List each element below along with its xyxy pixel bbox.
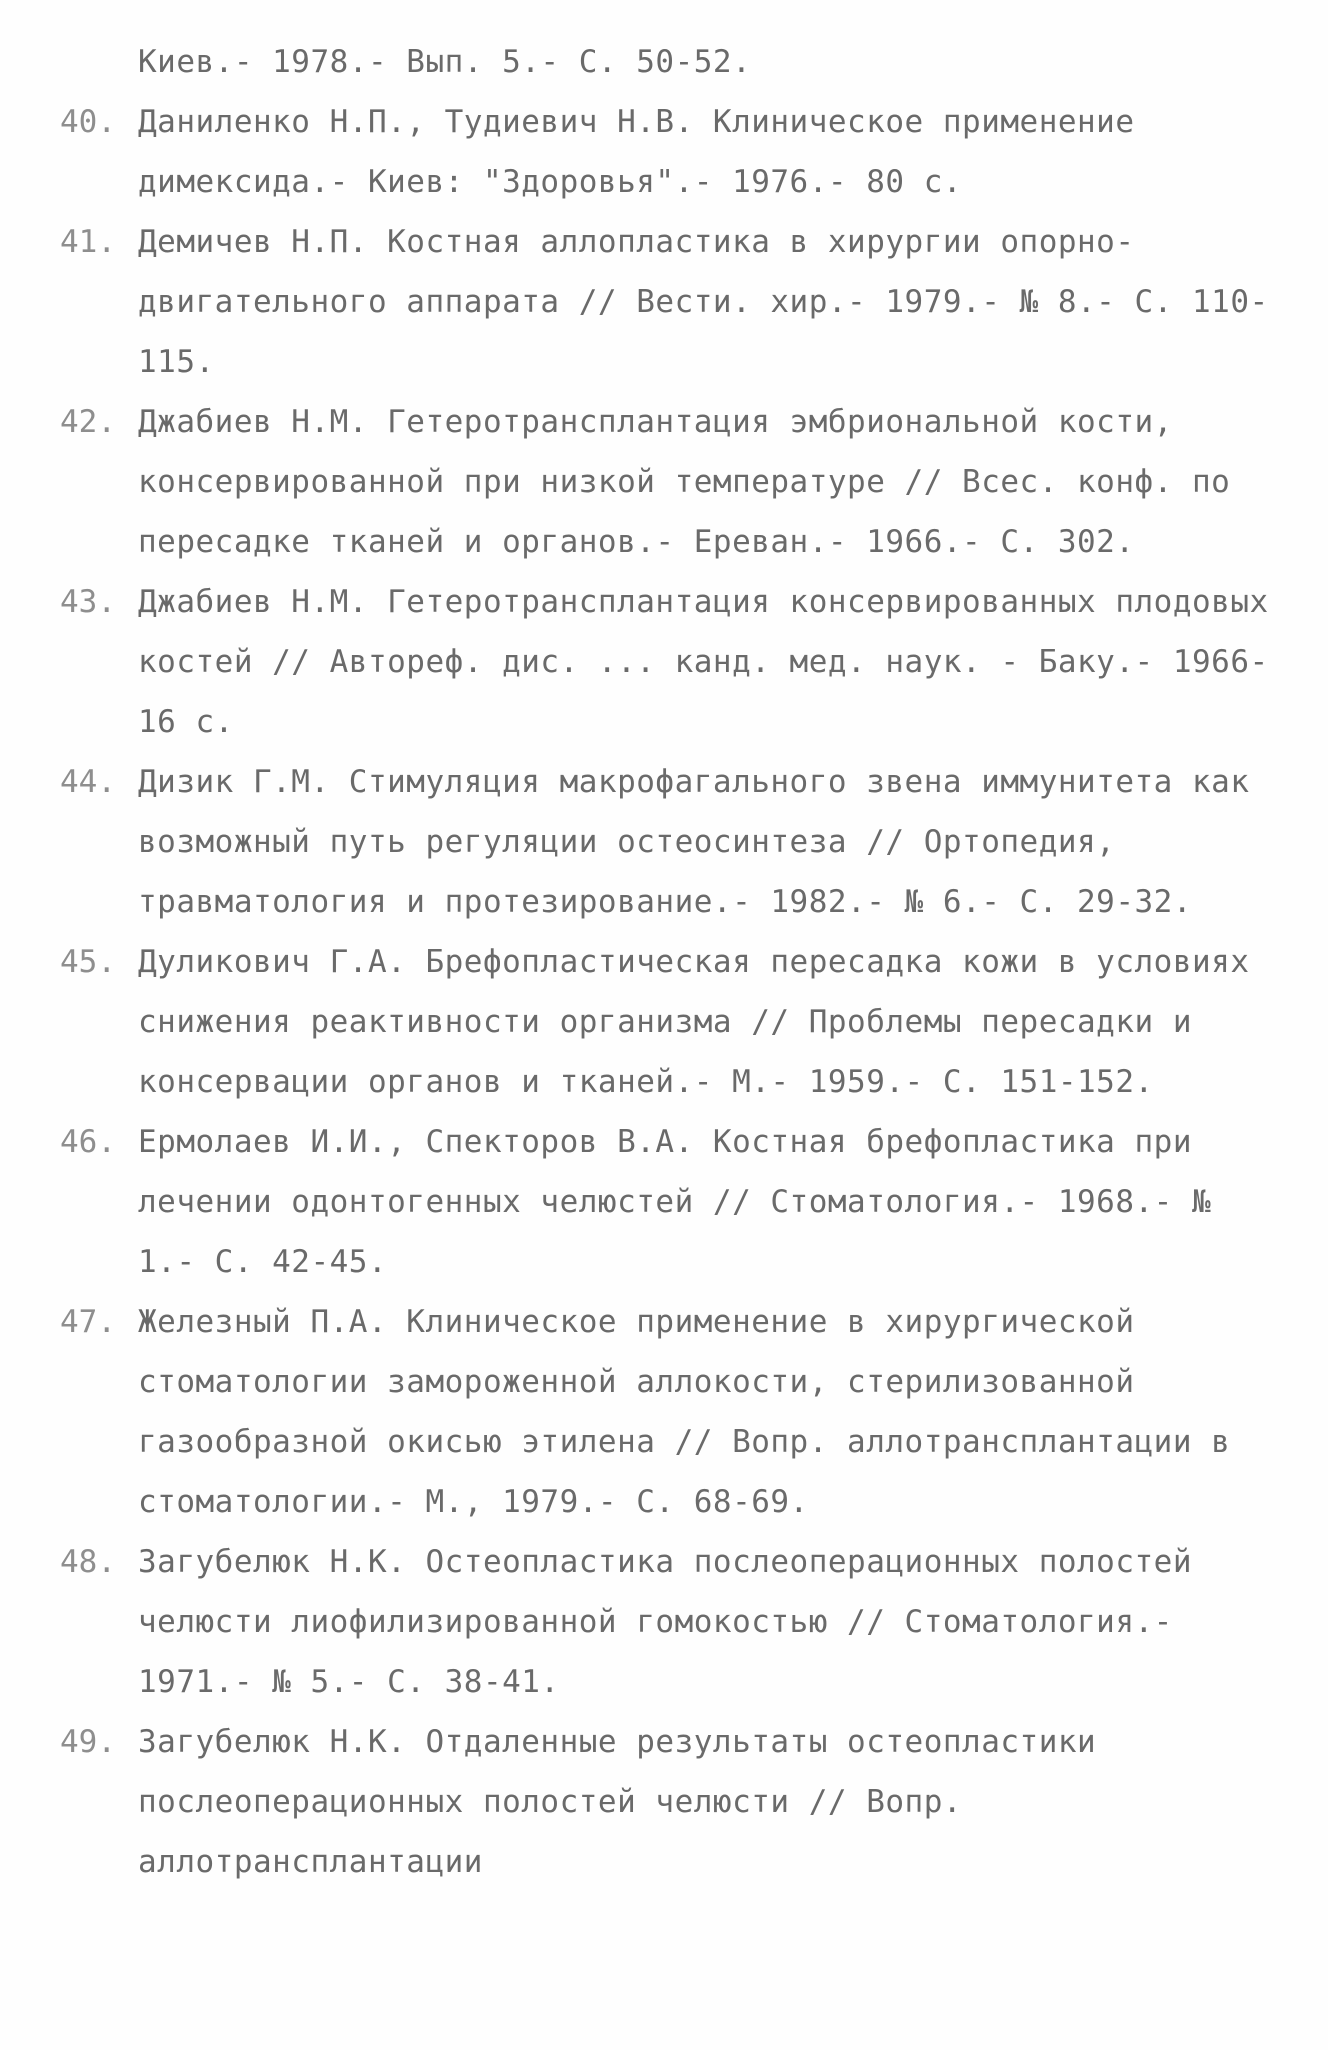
entry-text: Ермолаев И.И., Спекторов В.А. Костная брефопластика при лечении одонтогенных челюстей // Стоматология.- 1968.- № 1.- С. 42-45. — [138, 1124, 1212, 1280]
entry-number: 48. — [60, 1544, 116, 1580]
entry-text: Демичев Н.П. Костная аллопластика в хирургии опорно-двигательного аппарата // Вести. хир.- 1979.- № 8.- С. 110-115. — [138, 224, 1269, 380]
bibliography-entry — [60, 572, 1280, 752]
entry-text: Дизик Г.М. Стимуляция макрофагального звена иммунитета как возможный путь регуляции остеосинтеза // Ортопедия, травматология и протезирование.- 1982.- № 6.- С. 29-32. — [138, 764, 1250, 920]
entry-number: 49. — [60, 1724, 116, 1760]
entry-text: Джабиев Н.М. Гетеротрансплантация консервированных плодовых костей // Автореф. дис. ... канд. мед. наук. - Баку.- 1966-16 с. — [138, 584, 1269, 740]
entry-number: 45. — [60, 944, 116, 980]
bibliography-entry — [60, 1292, 1280, 1532]
entry-number: 43. — [60, 584, 116, 620]
bibliography-entry — [60, 932, 1280, 1112]
entry-text: Джабиев Н.М. Гетеротрансплантация эмбриональной кости, консервированной при низкой температуре // Всес. конф. по пересадке тканей и органов.- Ереван.- 1966.- С. 302. — [138, 404, 1231, 560]
entry-text: Загубелюк Н.К. Остеопластика послеоперационных полостей челюсти лиофилизированной гомокостью // Стоматология.- 1971.- № 5.- С. 38-41. — [138, 1544, 1192, 1700]
entry-number: 44. — [60, 764, 116, 800]
entry-text: Загубелюк Н.К. Отдаленные результаты остеопластики послеоперационных полостей челюсти // Вопр. аллотрансплантации — [138, 1724, 1097, 1880]
entry-number: 40. — [60, 104, 116, 140]
entry-text: Даниленко Н.П., Тудиевич Н.В. Клиническое применение димекcида.- Киев: "Здоровья".- 1976.- 80 с. — [138, 104, 1135, 200]
bibliography-entry — [60, 32, 1280, 92]
bibliography-entry — [60, 212, 1280, 392]
bibliography-entry — [60, 1112, 1280, 1292]
bibliography-entry — [60, 752, 1280, 932]
entry-text: Железный П.А. Клиническое применение в хирургической стоматологии замороженной аллокости, стерилизованной газообразной окисью этилена // Вопр. аллотрансплантации в стоматологии.- М., 1979.- С. 68-69. — [138, 1304, 1231, 1520]
bibliography-entry — [60, 1532, 1280, 1712]
bibliography-entry — [60, 92, 1280, 212]
entry-number: 42. — [60, 404, 116, 440]
entry-number: 41. — [60, 224, 116, 260]
entry-text: Дуликович Г.А. Брефопластическая пересадка кожи в условиях снижения реактивности организма // Проблемы пересадки и консервации органов и тканей.- М.- 1959.- С. 151-152. — [138, 944, 1250, 1100]
entry-number: 46. — [60, 1124, 116, 1160]
entry-text: Киев.- 1978.- Вып. 5.- С. 50-52. — [138, 44, 752, 80]
bibliography-list — [60, 32, 1280, 1892]
entry-number: 47. — [60, 1304, 116, 1340]
bibliography-entry — [60, 392, 1280, 572]
bibliography-entry — [60, 1712, 1280, 1892]
